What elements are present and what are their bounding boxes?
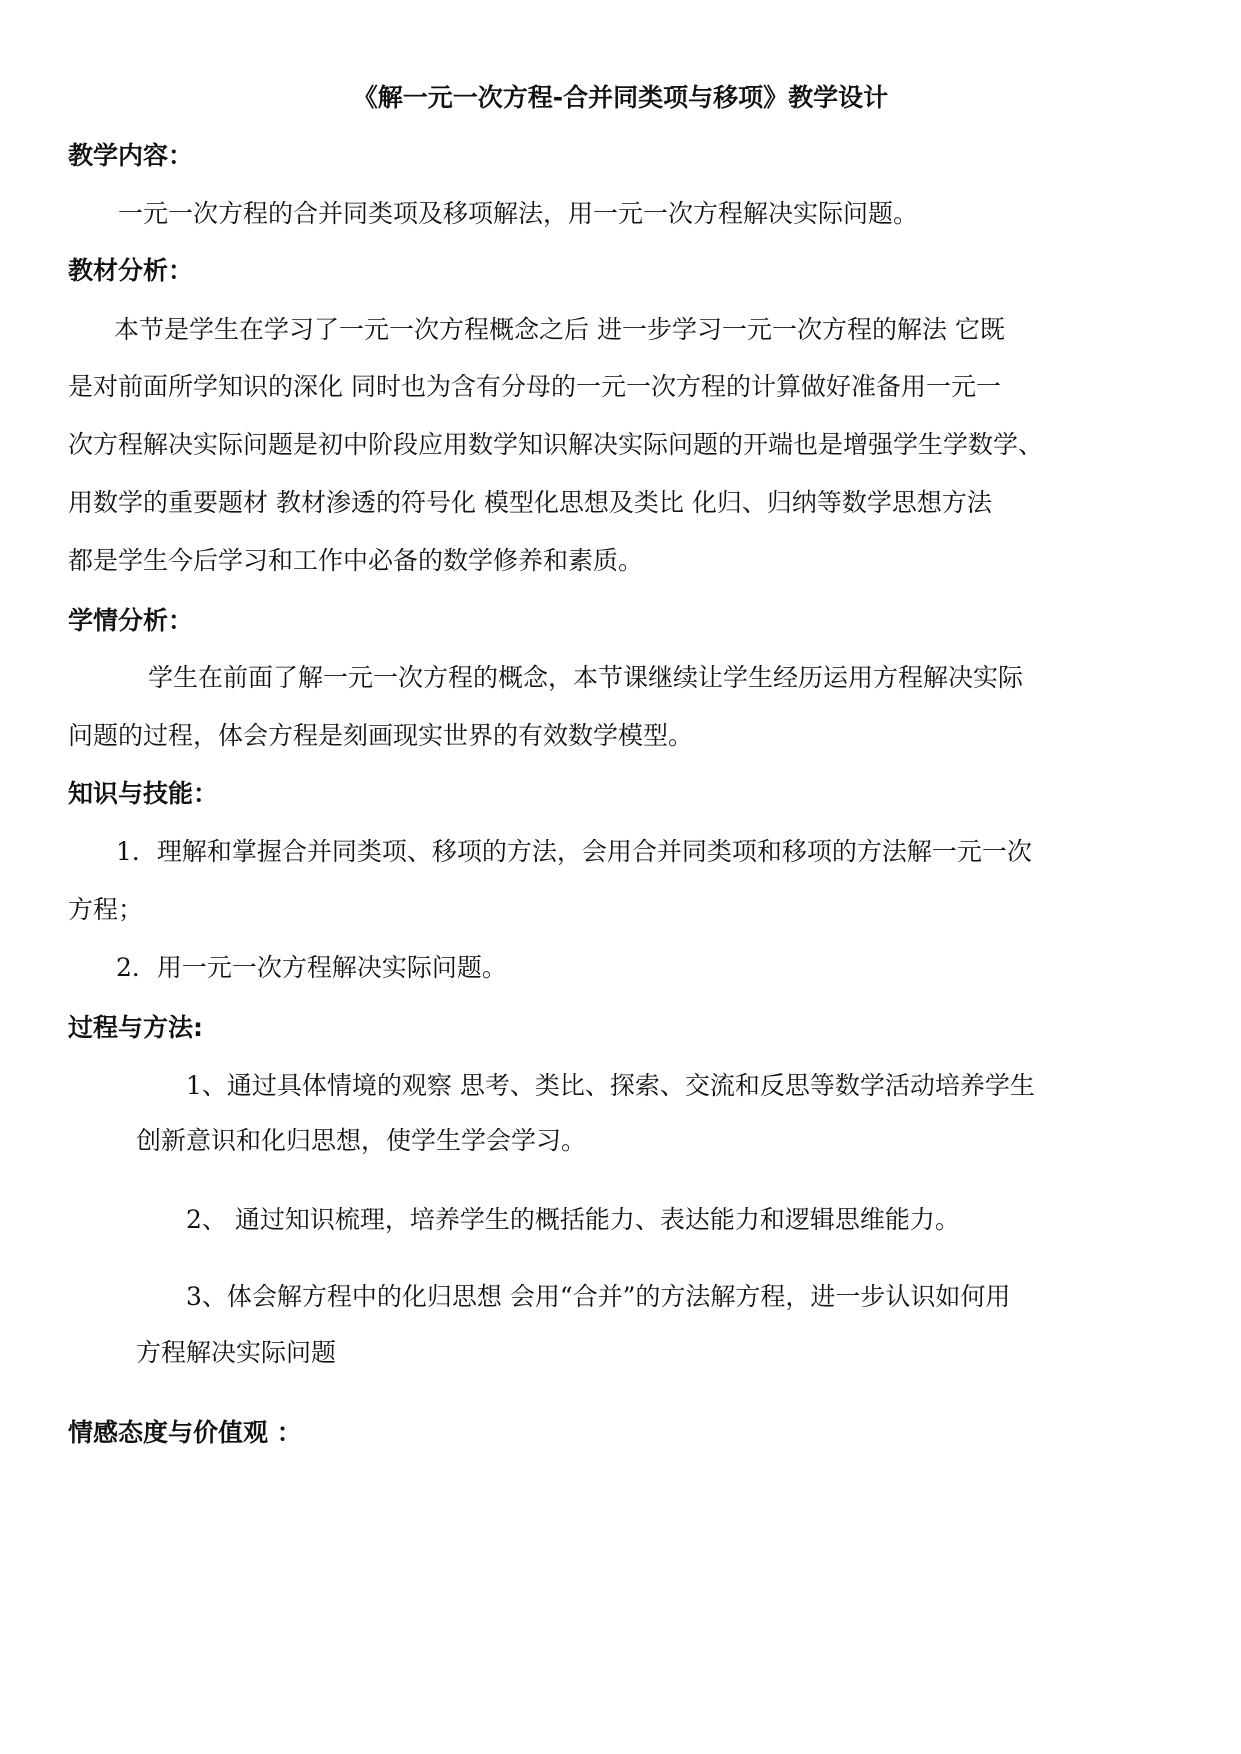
page-title: 《解一元一次方程-合并同类项与移项》教学设计 (352, 83, 889, 112)
list-item: 2．用一元一次方程解决实际问题。 (116, 953, 507, 982)
heading-process: 过程与方法: (68, 1013, 203, 1042)
paragraph-line: 次方程解决实际问题是初中阶段应用数学知识解决实际问题的开端也是增强学生学数学、 (68, 430, 1044, 459)
paragraph-line: 学生在前面了解一元一次方程的概念，本节课继续让学生经历运用方程解决实际 (148, 663, 1024, 692)
list-item: 1、通过具体情境的观察 思考、类比、探索、交流和反思等数学活动培养学生 (186, 1071, 1035, 1100)
paragraph-line: 本节是学生在学习了一元一次方程概念之后 进一步学习一元一次方程的解法 它既 (114, 315, 1005, 344)
paragraph-line: 一元一次方程的合并同类项及移项解法，用一元一次方程解决实际问题。 (118, 199, 919, 228)
list-item: 3、体会解方程中的化归思想 会用“合并”的方法解方程，进一步认识如何用 (186, 1282, 1011, 1311)
list-item-continued: 创新意识和化归思想，使学生学会学习。 (136, 1126, 587, 1155)
paragraph-line: 用数学的重要题材 教材渗透的符号化 模型化思想及类比 化归、归纳等数学思想方法 (68, 488, 992, 517)
heading-content: 教学内容： (68, 141, 194, 170)
list-item: 2、 通过知识梳理，培养学生的概括能力、表达能力和逻辑思维能力。 (186, 1205, 960, 1234)
heading-attitude: 情感态度与价值观 ： (68, 1418, 302, 1447)
paragraph-line: 都是学生今后学习和工作中必备的数学修养和素质。 (68, 546, 644, 575)
list-item-continued: 方程解决实际问题 (136, 1338, 337, 1367)
paragraph-line: 是对前面所学知识的深化 同时也为含有分母的一元一次方程的计算做好准备用一元一 (68, 372, 1001, 401)
paragraph-line: 问题的过程，体会方程是刻画现实世界的有效数学模型。 (68, 721, 694, 750)
heading-material: 教材分析： (68, 256, 194, 285)
heading-skills: 知识与技能： (68, 779, 219, 808)
list-item: 1．理解和掌握合并同类项、移项的方法，会用合并同类项和移项的方法解一元一次 (116, 837, 1032, 866)
list-item-continued: 方程； (68, 895, 144, 924)
heading-students: 学情分析： (68, 606, 194, 635)
